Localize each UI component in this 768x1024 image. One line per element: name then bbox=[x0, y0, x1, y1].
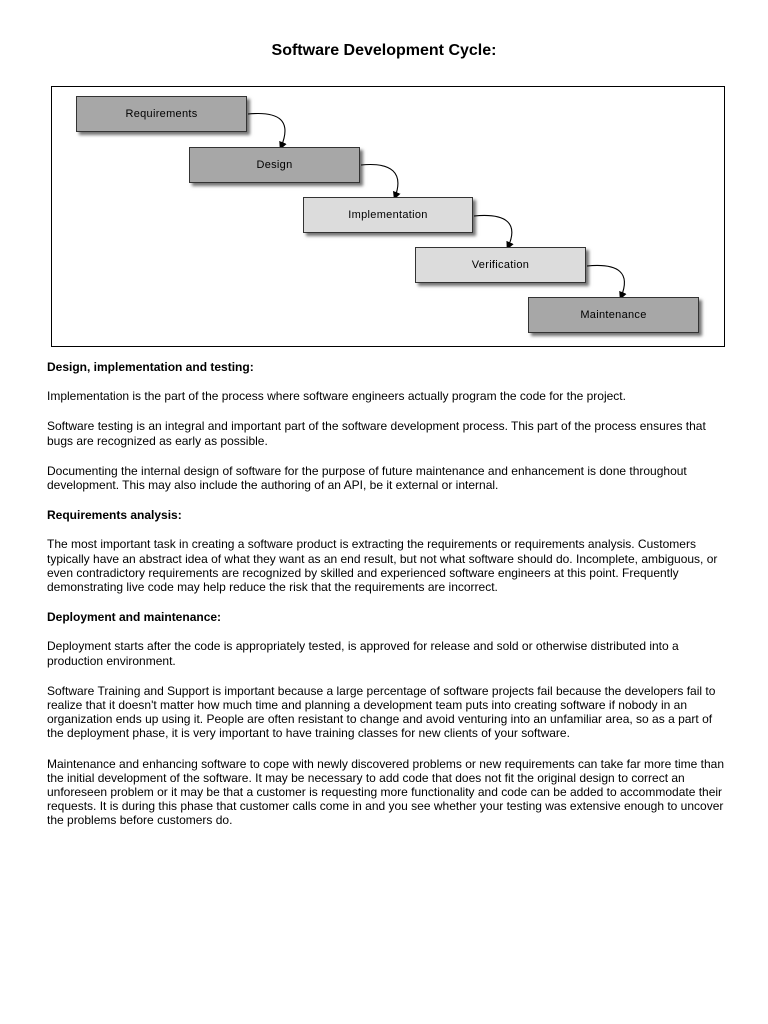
paragraph: Software testing is an integral and important part of the software development process. This part of the process ensures that bugs are recognized as early as possible. bbox=[47, 419, 706, 448]
phase-label: Design bbox=[256, 159, 293, 171]
paragraph: Documenting the internal design of software for the purpose of future maintenance and enhancement is done throughout development. This may also include the authoring of an API, be it external or internal. bbox=[47, 463, 687, 493]
phase-box-requirements bbox=[76, 96, 247, 132]
phase-label: Verification bbox=[471, 259, 530, 271]
paragraph: The most important task in creating a software product is extracting the requirements or requirements analysis. Customers typically have an abstract idea of what they want as an end result, but not what software should do. Incomplete, ambiguous, or even contradictory requirements are recognized by skilled and experienced software engineers at this point. Frequently demonstrating live code may help reduce the risk that the requirements are incorrect. bbox=[47, 537, 718, 595]
waterfall-diagram bbox=[51, 86, 725, 347]
section-heading: Requirements analysis: bbox=[47, 508, 182, 523]
phase-box-design bbox=[189, 147, 360, 183]
page-title: Software Development Cycle: bbox=[271, 42, 497, 59]
phase-label: Maintenance bbox=[580, 309, 647, 321]
connector-arrow bbox=[474, 215, 512, 247]
section-heading: Deployment and maintenance: bbox=[47, 610, 222, 625]
connector-arrow bbox=[361, 165, 398, 197]
connector-arrow bbox=[248, 113, 285, 147]
connector-arrow bbox=[587, 265, 624, 297]
paragraph: Deployment starts after the code is appropriately tested, is approved for release and sold or otherwise distributed into a production environment. bbox=[47, 639, 679, 668]
phase-box-maintenance bbox=[528, 297, 699, 333]
phase-label: Implementation bbox=[348, 209, 428, 221]
section-heading: Design, implementation and testing: bbox=[47, 360, 254, 374]
paragraph: Maintenance and enhancing software to cope with newly discovered problems or new requirements can take far more time than the initial development of the software. It may be necessary to add code that does not fit the original design to correct an unforeseen problem or it may be that a customer is requesting more functionality and code can be added to accommodate their requests. It is during this phase that customer calls come in and you see whether your testing was extensive enough to uncover the problems before customers do. bbox=[47, 756, 725, 828]
paragraph: Implementation is the part of the process where software engineers actually program the code for the project. bbox=[47, 389, 626, 404]
document-body bbox=[47, 360, 727, 844]
phase-box-implementation bbox=[303, 197, 473, 233]
paragraph: Software Training and Support is important because a large percentage of software projects fail because the developers fail to realize that it doesn't matter how much time and planning a development team puts into creating software if nobody in an organization ends up using it. People are often resistant to change and avoid venturing into an unfamiliar area, so as a part of the deployment phase, it is very important to have training classes for new clients of your software. bbox=[47, 683, 716, 741]
phase-box-verification bbox=[415, 247, 586, 283]
phase-label: Requirements bbox=[125, 108, 198, 120]
